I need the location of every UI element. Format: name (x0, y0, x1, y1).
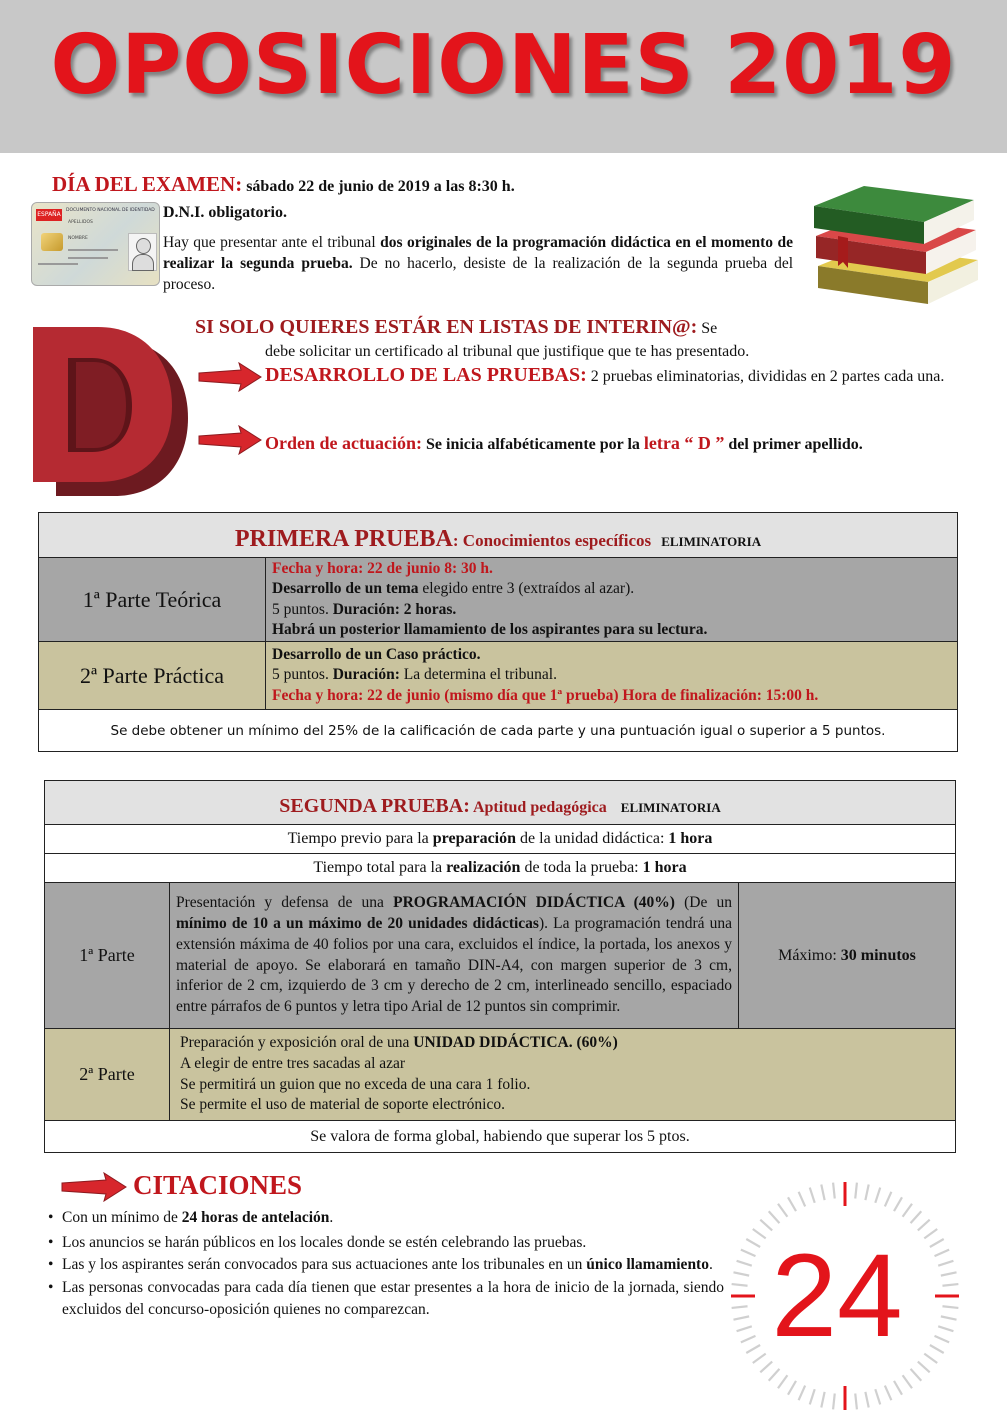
arrow-right-icon (197, 362, 263, 392)
clock-tick (746, 1239, 760, 1247)
citaciones-item-4: • Las personas convocadas para cada día tienen que estar presentes a la hora de inicio de la jornada, siendo excluidos del concurso-oposición quienes no comparezcan. (48, 1277, 724, 1322)
clock-tick (941, 1272, 957, 1275)
primera-part2-line1: Desarrollo de un Caso práctico. (272, 645, 481, 663)
clock-tick (753, 1354, 766, 1363)
clock-tick (760, 1220, 772, 1231)
clock-24-icon (725, 1178, 965, 1413)
arrow-right-icon (60, 1172, 128, 1202)
clock-tick (833, 1393, 835, 1409)
segunda-part2-line4: Se permite el uso de material de soporte electrónico. (180, 1096, 505, 1114)
orden-label: Orden de actuación: (265, 433, 422, 453)
card-field-apellidos: APELLIDOS (68, 220, 93, 225)
clock-tick (810, 1389, 815, 1404)
clock-tick (737, 1326, 752, 1331)
exam-day-text-bold: dos originales de la programación didáctica en el momento de realizar la segunda prueba. (163, 234, 793, 272)
clock-tick (769, 1211, 780, 1223)
dni-required: D.N.I. obligatorio. (163, 204, 287, 221)
segunda-header (45, 781, 956, 825)
clock-tick (799, 1192, 806, 1207)
big-letter-d-icon (28, 322, 193, 497)
interinos-text-a: Se (697, 320, 718, 337)
clock-tick (885, 1386, 892, 1401)
primera-part2-date: Fecha y hora: 22 de junio (mismo día que 1ª prueba) Hora de finalización: 15:00 h. (272, 686, 819, 704)
clock-tick (941, 1316, 957, 1319)
arrow-right-icon (197, 425, 263, 455)
primera-part1-content (266, 558, 958, 642)
card-heading: DOCUMENTO NACIONAL DE IDENTIDAD (66, 208, 155, 213)
segunda-part2-label: 2ª Parte (45, 1029, 170, 1121)
clock-tick (732, 1306, 748, 1308)
clock-tick (732, 1284, 748, 1286)
clock-tick (924, 1354, 937, 1363)
clock-tick (885, 1192, 892, 1207)
segunda-part2-line2: A elegir de entre tres sacadas al azar (180, 1054, 406, 1072)
card-chip-icon (41, 233, 63, 251)
clock-tick (875, 1188, 880, 1203)
primera-part2-label: 2ª Parte Práctica (39, 642, 266, 710)
primera-part1-line2: Desarrollo de un tema elegido entre 3 (extraídos al azar). (272, 580, 635, 597)
primera-part1-line4: Habrá un posterior llamamiento de los aspirantes para su lectura. (272, 621, 708, 638)
clock-tick (865, 1392, 868, 1408)
clock-tick (938, 1326, 953, 1331)
segunda-subtitle: Aptitud pedagógica (469, 799, 607, 816)
clock-tick (865, 1184, 868, 1200)
primera-title: PRIMERA PRUEBA (234, 526, 453, 552)
citaciones-item-1: • Con un mínimo de 24 horas de antelación. (48, 1207, 724, 1230)
clock-tick (821, 1392, 824, 1408)
clock-tick (733, 1272, 749, 1275)
primera-part1-line3: 5 puntos. Duración: 2 horas. (272, 600, 457, 618)
primera-prueba-table (38, 512, 958, 752)
clock-tick (930, 1239, 944, 1247)
page-title: OPOSICIONES 2019 (50, 18, 957, 113)
card-photo-icon (128, 233, 157, 271)
clock-tick (935, 1336, 950, 1343)
clock-tick (942, 1284, 958, 1286)
clock-tick (875, 1389, 880, 1404)
clock-tick (737, 1261, 752, 1266)
primera-part1-date: Fecha y hora: 22 de junio 8: 30 h. (272, 559, 493, 577)
primera-part2-content (266, 642, 958, 710)
clock-tick (741, 1250, 756, 1257)
clock-tick (855, 1183, 857, 1199)
segunda-preparation: Tiempo previo para la preparación de la unidad didáctica: 1 hora (45, 825, 956, 854)
clock-tick (769, 1369, 780, 1381)
orden-text-2: del primer apellido. (724, 436, 863, 453)
interinos-line (195, 316, 717, 339)
clock-tick (942, 1306, 958, 1308)
clock-tick (918, 1220, 930, 1231)
citaciones-list (48, 1207, 724, 1322)
exam-day-text-1: Hay que presentar ante el tribunal (163, 234, 381, 251)
clock-tick (911, 1211, 922, 1223)
primera-part2-line2: 5 puntos. Duración: La determina el tribunal. (272, 666, 557, 684)
clock-tick (930, 1345, 944, 1353)
books-icon (808, 176, 986, 308)
clock-tick (753, 1229, 766, 1238)
desarrollo-paragraph (265, 364, 965, 388)
clock-tick (894, 1197, 902, 1211)
desarrollo-text: 2 pruebas eliminatorias, divididas en 2 partes cada una. (586, 368, 945, 385)
primera-part1-label: 1ª Parte Teórica (39, 558, 266, 642)
clock-tick (810, 1188, 815, 1203)
clock-tick (924, 1229, 937, 1238)
citaciones-title: CITACIONES (133, 1170, 303, 1200)
orden-paragraph (265, 432, 925, 456)
segunda-tag: ELIMINATORIA (620, 800, 721, 815)
clock-tick (778, 1204, 787, 1217)
id-card-image (31, 202, 160, 286)
exam-day-label: DÍA DEL EXAMEN: (52, 172, 243, 196)
exam-day-text-2: De no hacerlo, desiste de la realización de la segunda prueba del proceso. (163, 255, 794, 293)
clock-number: 24 (771, 1230, 903, 1362)
clock-tick (918, 1362, 930, 1373)
clock-tick (741, 1336, 756, 1343)
clock-tick (938, 1261, 953, 1266)
clock-tick (760, 1362, 772, 1373)
clock-tick (788, 1197, 796, 1211)
clock-tick (821, 1184, 824, 1200)
interinos-text-b: debe solicitar un certificado al tribunal que justifique que te has presentado. (265, 343, 750, 360)
clock-tick (733, 1316, 749, 1319)
clock-tick (935, 1250, 950, 1257)
segunda-part2-line3: Se permitirá un guion que no exceda de una cara 1 folio. (180, 1075, 531, 1093)
exam-day-value: sábado 22 de junio de 2019 a las 8:30 h. (246, 178, 515, 195)
primera-footer: Se debe obtener un mínimo del 25% de la calificación de cada parte y una puntuación igual o superior a 5 puntos. (39, 710, 958, 752)
segunda-part2-content: Preparación y exposición oral de una UNIDAD DIDÁCTICA. (60%) A elegir de entre tres sacadas al azar Se permitirá un guion que no exceda de una cara 1 folio. Se permite el uso de material de soporte electrónico. (170, 1029, 956, 1121)
clock-tick (855, 1393, 857, 1409)
interinos-label: SI SOLO QUIERES ESTÁR EN LISTAS DE INTERIN@: (195, 316, 698, 338)
segunda-prueba-table (44, 780, 956, 1153)
segunda-part1-label: 1ª Parte (45, 883, 170, 1029)
card-country: ESPAÑA (36, 209, 62, 221)
clock-tick (903, 1375, 912, 1388)
clock-tick (799, 1386, 806, 1401)
exam-day-paragraph (163, 232, 793, 295)
clock-tick (903, 1204, 912, 1217)
clock-tick (833, 1183, 835, 1199)
card-field-nombre: NOMBRE (68, 236, 88, 241)
citaciones-item-2: • Los anuncios se harán públicos en los locales donde se estén celebrando las pruebas. (48, 1232, 724, 1255)
citaciones-item-3: • Las y los aspirantes serán convocados para sus actuaciones ante los tribunales en un único llamamiento. (48, 1254, 724, 1277)
segunda-title: SEGUNDA PRUEBA: (279, 795, 470, 817)
orden-letter: letra “ D ” (643, 433, 725, 453)
orden-text-1: Se inicia alfabéticamente por la (422, 436, 644, 453)
clock-tick (788, 1381, 796, 1395)
primera-header (39, 513, 958, 558)
primera-tag: ELIMINATORIA (661, 534, 762, 549)
desarrollo-label: DESARROLLO DE LAS PRUEBAS: (265, 364, 587, 386)
primera-subtitle: : Conocimientos específicos (452, 531, 652, 550)
segunda-part1-content: Presentación y defensa de una PROGRAMACIÓN DIDÁCTICA (40%) (De un mínimo de 10 a un máximo de 20 unidades didácticas). La programación tendrá una extensión máxima de 40 folios por una cara, excluidos el índice, la portada, los anexos y material de apoyo. Se elaborará en tamaño DIN-A4, con margen superior de 3 cm, inferior de 2 cm, izquierdo de 3 cm y derecho de 2 cm, interlineado sencillo, espaciado entre párrafos de 6 puntos y letra tipo Arial de 12 puntos sin comprimir. (170, 883, 739, 1029)
segunda-footer: Se valora de forma global, habiendo que superar los 5 ptos. (45, 1121, 956, 1153)
clock-tick (778, 1375, 787, 1388)
clock-tick (746, 1345, 760, 1353)
clock-tick (894, 1381, 902, 1395)
segunda-part1-max: Máximo: 30 minutos (739, 883, 956, 1029)
clock-tick (911, 1369, 922, 1381)
segunda-total-time: Tiempo total para la realización de toda la prueba: 1 hora (45, 854, 956, 883)
